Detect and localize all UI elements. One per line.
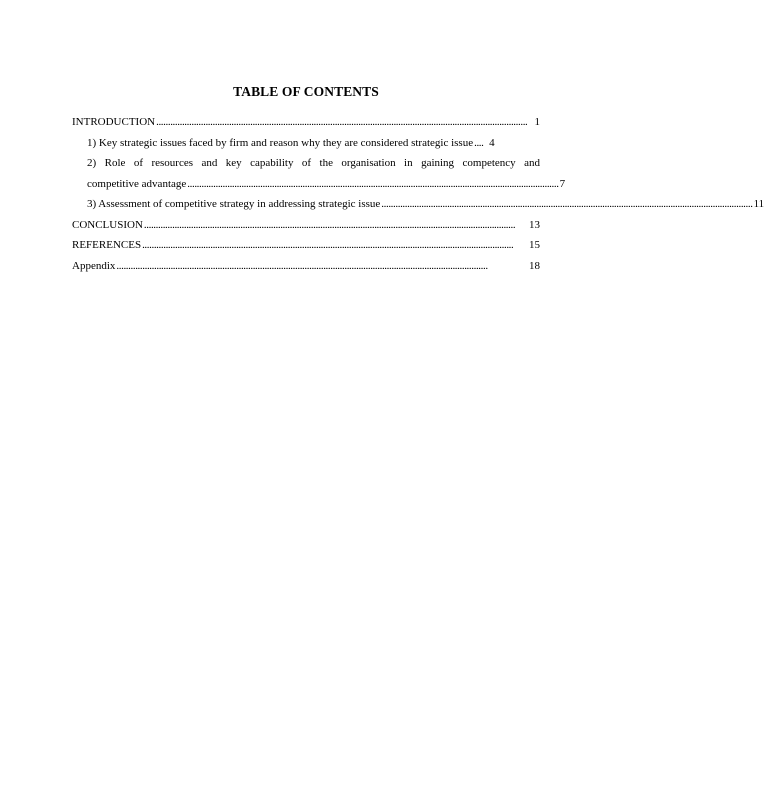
page-title: TABLE OF CONTENTS	[233, 84, 379, 99]
dot-leader: ....	[474, 136, 484, 149]
dot-leader: ..............................................................................................................................................................	[116, 259, 488, 272]
dot-leader: ..............................................................................................................................................................	[156, 116, 528, 128]
toc-entry-label: Appendix	[72, 259, 116, 272]
toc-entry-label: REFERENCES	[72, 239, 142, 251]
toc-entry-label: 3) Assessment of competitive strategy in addressing strategic issue	[87, 198, 381, 210]
toc-page-number: 13	[529, 218, 540, 231]
dot-leader: ..............................................................................................................................................................	[142, 239, 514, 251]
dot-leader: ..............................................................................................................................................................	[381, 198, 753, 210]
dot-leader: ..............................................................................................................................................................	[143, 218, 516, 231]
toc-page-number: 7	[559, 177, 566, 190]
toc-entry-label: INTRODUCTION	[72, 116, 156, 128]
toc-entry-label: competitive advantage	[87, 177, 187, 190]
toc-page-number: 18	[529, 259, 540, 272]
toc-entry-conclusion[interactable]	[72, 215, 540, 236]
toc-entry-key-strategic-issues[interactable]	[72, 133, 540, 154]
toc-entry-role-of-resources-line1[interactable]: 2) Role of resources and key capability of the organisation in gaining competency and	[87, 157, 540, 169]
toc-entry-references[interactable]	[72, 235, 540, 256]
toc-page-number: 11	[753, 198, 764, 210]
dot-leader: ..............................................................................................................................................................	[187, 177, 559, 190]
toc-page-number: 4	[489, 136, 495, 149]
toc-entry-assessment-competitive-strategy[interactable]	[72, 194, 764, 215]
toc-entry-label: 1) Key strategic issues faced by firm and reason why they are considered strategic issue	[87, 136, 474, 149]
toc-page-number: 1	[534, 116, 540, 128]
toc-entry-label: CONCLUSION	[72, 218, 143, 231]
toc-entry-appendix[interactable]	[72, 256, 540, 277]
table-of-contents	[72, 112, 764, 276]
toc-page-number: 15	[529, 239, 540, 251]
toc-entry-introduction[interactable]	[72, 112, 540, 133]
toc-entry-role-of-resources[interactable]	[72, 174, 566, 195]
